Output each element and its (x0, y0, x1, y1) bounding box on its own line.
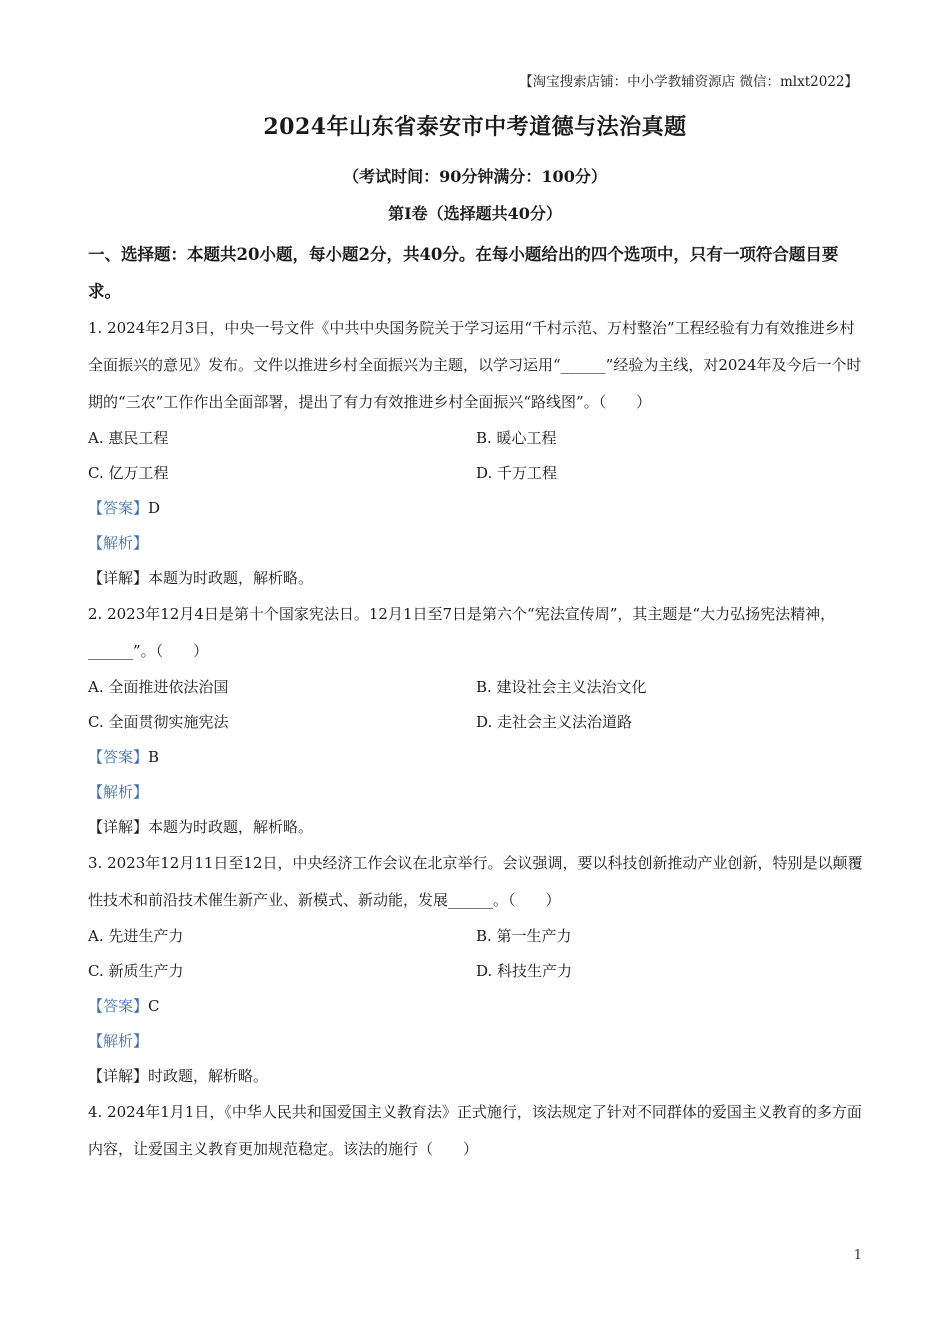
question (88, 845, 864, 1094)
answer-line (88, 989, 864, 1024)
analysis-label: 【解析】 (88, 783, 149, 801)
analysis-line (88, 526, 864, 561)
option-b: B. 第一生产力 (476, 927, 572, 945)
options (88, 670, 864, 740)
analysis-label: 【解析】 (88, 534, 149, 552)
question-text: 1. 2024年2月3日，中央一号文件《中共中央国务院关于学习运用“千村示范、万村整治”工程经验有力有效推进乡村全面振兴的意见》发布。文件以推进乡村全面振兴为主题，以学习运用“______”经验为主线，对2024年及今后一个时期的“三农”工作作出全面部署，提出了有力有效推进乡村全面振兴“路线图”。（ ） (88, 319, 862, 411)
option-b: B. 建设社会主义法治文化 (476, 678, 647, 696)
option-a: A. 先进生产力 (88, 927, 184, 945)
answer-line (88, 740, 864, 775)
exam-info: （考试时间：90分钟满分：100分） (343, 167, 607, 186)
answer-value: D (148, 499, 161, 517)
detail-line (88, 1059, 864, 1094)
question (88, 596, 864, 845)
section-heading: 第Ⅰ卷（选择题共40分） (388, 204, 562, 223)
option-b: B. 暖心工程 (476, 429, 557, 447)
detail-text: 本题为时政题，解析略。 (148, 818, 314, 836)
option-c: C. 全面贯彻实施宪法 (88, 713, 229, 731)
answer-line (88, 491, 864, 526)
detail-line (88, 810, 864, 845)
option-a: A. 全面推进依法治国 (88, 678, 229, 696)
detail-label: 【详解】 (88, 569, 149, 587)
page-title: 2024年山东省泰安市中考道德与法治真题 (263, 114, 687, 140)
question (88, 1094, 864, 1168)
detail-text: 时政题，解析略。 (148, 1067, 269, 1085)
answer-label: 【答案】 (88, 748, 149, 766)
answer-value: C (148, 997, 160, 1015)
option-d: D. 科技生产力 (476, 962, 573, 980)
analysis-line (88, 775, 864, 810)
analysis-line (88, 1024, 864, 1059)
option-d: D. 千万工程 (476, 464, 558, 482)
option-d: D. 走社会主义法治道路 (476, 713, 633, 731)
options (88, 919, 864, 989)
analysis-label: 【解析】 (88, 1032, 149, 1050)
detail-line (88, 561, 864, 596)
detail-label: 【详解】 (88, 818, 149, 836)
page-number: 1 (853, 1248, 862, 1263)
header-note: 【淘宝搜索店铺：中小学教辅资源店 微信：mlxt2022】 (519, 74, 858, 90)
question-text: 3. 2023年12月11日至12日，中央经济工作会议在北京举行。会议强调，要以科技创新推动产业创新，特别是以颠覆性技术和前沿技术催生新产业、新模式、新动能，发展______。（ ） (88, 854, 863, 909)
question-text: 2. 2023年12月4日是第十个国家宪法日。12月1日至7日是第六个“宪法宣传周”，其主题是“大力弘扬宪法精神，______”。（ ） (88, 605, 836, 660)
detail-label: 【详解】 (88, 1067, 149, 1085)
option-a: A. 惠民工程 (88, 429, 169, 447)
question (88, 310, 864, 596)
instructions: 一、选择题：本题共20小题，每小题2分，共40分。在每小题给出的四个选项中，只有一项符合题目要求。 (88, 245, 839, 301)
answer-label: 【答案】 (88, 997, 149, 1015)
detail-text: 本题为时政题，解析略。 (148, 569, 314, 587)
answer-label: 【答案】 (88, 499, 149, 517)
options (88, 421, 864, 491)
answer-value: B (148, 748, 160, 766)
content (88, 236, 864, 1168)
question-text: 4. 2024年1月1日，《中华人民共和国爱国主义教育法》正式施行，该法规定了针对不同群体的爱国主义教育的多方面内容，让爱国主义教育更加规范稳定。该法的施行（ ） (88, 1103, 862, 1158)
option-c: C. 新质生产力 (88, 962, 184, 980)
option-c: C. 亿万工程 (88, 464, 169, 482)
